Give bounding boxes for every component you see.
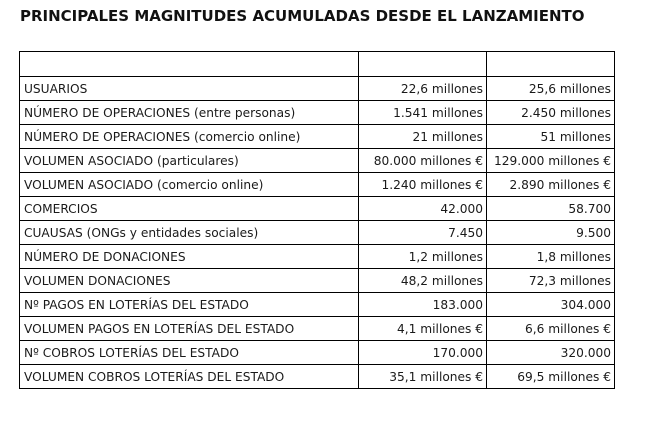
table-row [20, 221, 615, 245]
row-value-col2: 129.000 millones € [487, 149, 615, 173]
row-value-col1: 80.000 millones € [359, 149, 487, 173]
magnitudes-table [19, 51, 615, 389]
row-value-col1: 1,2 millones [359, 245, 487, 269]
row-label: NÚMERO DE OPERACIONES (entre personas) [20, 101, 359, 125]
row-label: NÚMERO DE OPERACIONES (comercio online) [20, 125, 359, 149]
table-row [20, 125, 615, 149]
row-label: VOLUMEN ASOCIADO (particulares) [20, 149, 359, 173]
header-cell-col2 [487, 52, 615, 77]
table-row [20, 269, 615, 293]
table-row [20, 77, 615, 101]
table-row [20, 245, 615, 269]
table-row [20, 341, 615, 365]
row-value-col1: 35,1 millones € [359, 365, 487, 389]
row-label: VOLUMEN PAGOS EN LOTERÍAS DEL ESTADO [20, 317, 359, 341]
row-value-col1: 7.450 [359, 221, 487, 245]
row-value-col2: 304.000 [487, 293, 615, 317]
row-value-col2: 51 millones [487, 125, 615, 149]
row-value-col1: 42.000 [359, 197, 487, 221]
row-value-col1: 183.000 [359, 293, 487, 317]
row-value-col1: 22,6 millones [359, 77, 487, 101]
row-value-col2: 1,8 millones [487, 245, 615, 269]
row-value-col1: 21 millones [359, 125, 487, 149]
row-value-col2: 72,3 millones [487, 269, 615, 293]
row-label: USUARIOS [20, 77, 359, 101]
row-value-col1: 170.000 [359, 341, 487, 365]
row-label: CUAUSAS (ONGs y entidades sociales) [20, 221, 359, 245]
table-row [20, 293, 615, 317]
row-label: Nº COBROS LOTERÍAS DEL ESTADO [20, 341, 359, 365]
row-label: NÚMERO DE DONACIONES [20, 245, 359, 269]
row-label: COMERCIOS [20, 197, 359, 221]
row-value-col2: 2.890 millones € [487, 173, 615, 197]
table-row [20, 317, 615, 341]
row-label: VOLUMEN COBROS LOTERÍAS DEL ESTADO [20, 365, 359, 389]
row-value-col2: 2.450 millones [487, 101, 615, 125]
row-value-col2: 69,5 millones € [487, 365, 615, 389]
row-value-col2: 58.700 [487, 197, 615, 221]
row-value-col1: 1.240 millones € [359, 173, 487, 197]
table-row [20, 101, 615, 125]
row-value-col2: 320.000 [487, 341, 615, 365]
page-title: PRINCIPALES MAGNITUDES ACUMULADAS DESDE EL LANZAMIENTO [20, 7, 585, 25]
table-header-row [20, 52, 615, 77]
table-row [20, 173, 615, 197]
row-value-col1: 4,1 millones € [359, 317, 487, 341]
row-label: Nº PAGOS EN LOTERÍAS DEL ESTADO [20, 293, 359, 317]
row-label: VOLUMEN ASOCIADO (comercio online) [20, 173, 359, 197]
row-value-col2: 9.500 [487, 221, 615, 245]
row-value-col1: 1.541 millones [359, 101, 487, 125]
header-cell-label [20, 52, 359, 77]
row-value-col2: 25,6 millones [487, 77, 615, 101]
table-row [20, 365, 615, 389]
header-cell-col1 [359, 52, 487, 77]
row-value-col2: 6,6 millones € [487, 317, 615, 341]
table-row [20, 197, 615, 221]
table-row [20, 149, 615, 173]
row-label: VOLUMEN DONACIONES [20, 269, 359, 293]
row-value-col1: 48,2 millones [359, 269, 487, 293]
